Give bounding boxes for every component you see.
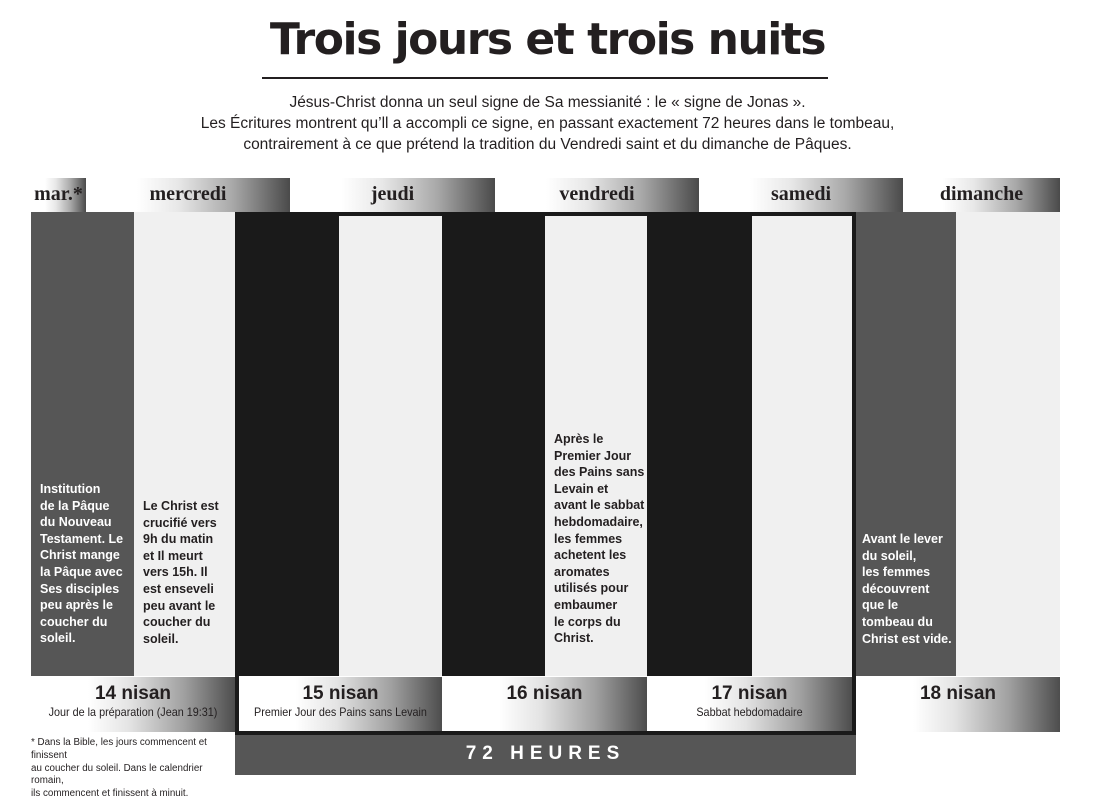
nisan-title: 15 nisan [302,683,379,704]
note-tuesday-night: Institution de la Pâque du Nouveau Testament. Le Christ mange la Pâque avec Ses disciples peu après le coucher du soleil. [40,482,124,646]
chart-title: Trois jours et trois nuits [269,14,826,65]
note-wednesday-day: Le Christ est crucifié vers 9h du matin et Il meurt vers 15h. Il est enseveli peu avant le coucher du soleil. [143,499,219,646]
day-header-vendredi: vendredi [495,178,699,212]
footnote: * Dans la Bible, les jours commencent et finissent au coucher du soleil. Dans le calendrier romain, ils commencent et finissent à minuit. [31,737,207,800]
intro-line-1: Jésus-Christ donna un seul signe de Sa messianité : le « signe de Jonas ». [289,94,806,111]
intro-line-3: contrairement à ce que prétend la tradition du Vendredi saint et du dimanche de Pâques. [243,136,852,153]
nisan-title: 16 nisan [506,683,583,704]
seventy-two-hours-frame [235,212,856,735]
intro-line-2: Les Écritures montrent qu’ll a accompli ce signe, en passant exactement 72 heures dans le tombeau, [200,115,895,132]
nisan-title: 17 nisan [711,683,788,704]
intro-text [0,92,1095,155]
title-divider [262,77,828,79]
note-friday-day: Après le Premier Jour des Pains sans Levain et avant le sabbat hebdomadaire, les femmes achetent les aromates utilisés pour embaumer le corps du Christ. [554,432,645,646]
day-column-sunday [956,212,1060,676]
nisan-title: 18 nisan [919,683,997,704]
nisan-subtitle: Jour de la préparation (Jean 19:31) [48,705,218,719]
day-header-dimanche: dimanche [903,178,1060,212]
day-header-jeudi: jeudi [290,178,495,212]
seventy-two-hours-bar: 72 HEURES [235,735,856,775]
day-header-mardi: mar.* [31,178,86,212]
nisan-18-label [856,677,1060,732]
nisan-subtitle: Sabbat hebdomadaire [696,705,803,719]
nisan-14-label [31,677,235,732]
note-sunday-night: Avant le lever du soleil, les femmes découvrent que le tombeau du Christ est vide. [862,532,952,646]
day-header-mercredi: mercredi [86,178,290,212]
day-header-samedi: samedi [699,178,903,212]
nisan-title: 14 nisan [94,683,172,704]
nisan-subtitle: Premier Jour des Pains sans Levain [254,705,427,719]
